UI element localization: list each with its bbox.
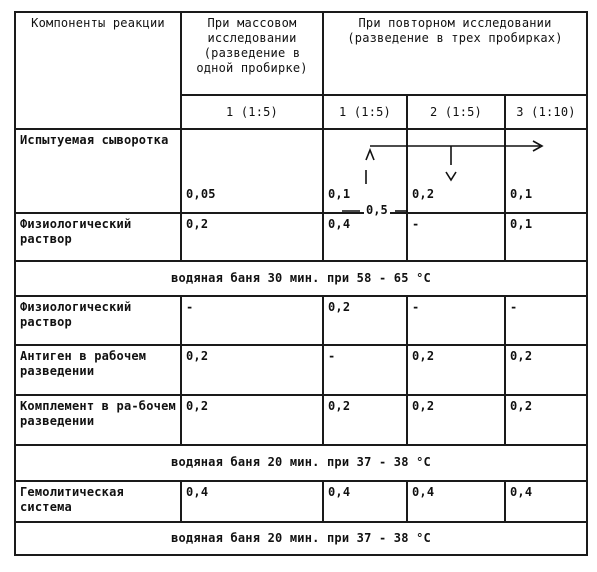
row-label-saline-2: Физиологический раствор <box>15 296 181 346</box>
serum-tube-2: 0,2 <box>407 129 505 213</box>
hemolytic-mass: 0,4 <box>181 481 323 523</box>
complement-tube-2: 0,2 <box>407 395 505 445</box>
row-label-saline-1: Физиологический раствор <box>15 213 181 261</box>
header-tube-mass: 1 (1:5) <box>181 95 323 129</box>
saline2-mass: - <box>181 296 323 346</box>
saline2-tube-1: 0,2 <box>323 296 407 346</box>
row-label-antigen: Антиген в рабочем разведении <box>15 345 181 395</box>
serum-mix-volume: 0,5 <box>366 203 388 217</box>
water-bath-1: водяная баня 30 мин. при 58 - 65 °С <box>15 261 587 296</box>
complement-tube-3: 0,2 <box>505 395 587 445</box>
antigen-mass: 0,2 <box>181 345 323 395</box>
header-tube-1: 1 (1:5) <box>323 95 407 129</box>
serum-mass: 0,05 <box>181 129 323 213</box>
saline1-mass: 0,2 <box>181 213 323 261</box>
reaction-table <box>14 11 586 556</box>
saline2-tube-2: - <box>407 296 505 346</box>
complement-tube-1: 0,2 <box>323 395 407 445</box>
water-bath-2: водяная баня 20 мин. при 37 - 38 °С <box>15 445 587 481</box>
header-mass: При массовом исследовании (разведение в одной пробирке) <box>181 12 323 95</box>
saline2-tube-3: - <box>505 296 587 346</box>
saline1-tube-1: 0,4 <box>323 213 407 261</box>
hemolytic-tube-3: 0,4 <box>505 481 587 523</box>
serum-tube-1: 0,1 <box>323 129 407 213</box>
complement-mass: 0,2 <box>181 395 323 445</box>
hemolytic-tube-2: 0,4 <box>407 481 505 523</box>
row-label-hemolytic: Гемолитическая система <box>15 481 181 523</box>
saline1-tube-3: 0,1 <box>505 213 587 261</box>
row-label-serum: Испытуемая сыворотка <box>15 129 181 213</box>
saline1-tube-2: - <box>407 213 505 261</box>
antigen-tube-2: 0,2 <box>407 345 505 395</box>
row-label-complement: Комплемент в ра-бочем разведении <box>15 395 181 445</box>
water-bath-3: водяная баня 20 мин. при 37 - 38 °С <box>15 522 587 555</box>
antigen-tube-3: 0,2 <box>505 345 587 395</box>
header-repeat: При повторном исследовании (разведение в трех пробирках) <box>323 12 587 95</box>
header-components: Компоненты реакции <box>15 12 181 129</box>
hemolytic-tube-1: 0,4 <box>323 481 407 523</box>
serum-tube-3: 0,1 <box>505 129 587 213</box>
header-tube-2: 2 (1:5) <box>407 95 505 129</box>
header-tube-3: 3 (1:10) <box>505 95 587 129</box>
antigen-tube-1: - <box>323 345 407 395</box>
